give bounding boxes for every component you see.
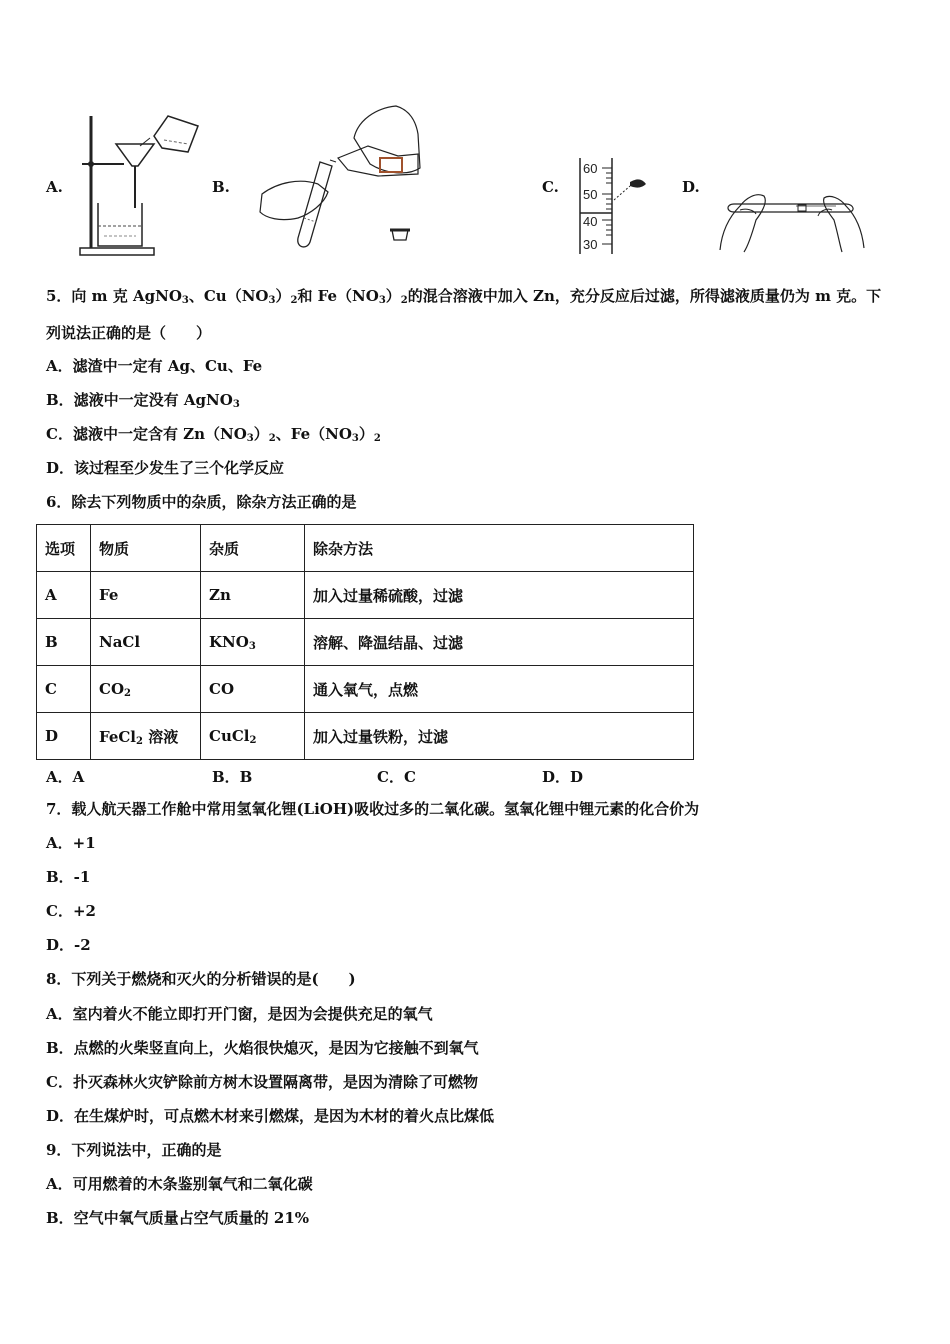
table-row <box>37 619 694 666</box>
row-option: A <box>37 572 91 619</box>
q9-option-a: A．可用燃着的木条鉴别氧气和二氧化碳 <box>46 1175 313 1193</box>
option-c-label: C. <box>542 178 559 196</box>
row-method: 通入氧气，点燃 <box>305 666 694 713</box>
q7-option-a: A．+1 <box>46 834 96 852</box>
table-row <box>37 713 694 760</box>
table-row <box>37 666 694 713</box>
q8-option-b: B．点燃的火柴竖直向上，火焰很快熄灭，是因为它接触不到氧气 <box>46 1039 479 1057</box>
cylinder-tick-40: 40 <box>583 214 598 229</box>
cylinder-tick-50: 50 <box>583 187 598 202</box>
option-d-label: D. <box>682 178 700 196</box>
q5-stem-line-1: 5．向 m 克 AgNO$_3$、$Cu(NO_3)_2$和 $Fe(NO_3)_2$的混合溶液中加入 Zn，充分反应后过滤，所得滤液质量仍为 m 克。下 <box>46 287 882 306</box>
pouring-liquid-figure <box>258 100 428 255</box>
q5-stem-line-2: 列说法正确的是（ ） <box>46 324 212 342</box>
row-method: 加入过量铁粉，过滤 <box>305 713 694 760</box>
row-substance: NaCl <box>91 619 201 666</box>
test-tube-heating-figure <box>716 186 866 256</box>
q6-answer-a: A．A <box>46 768 85 786</box>
q8-option-a: A．室内着火不能立即打开门窗，是因为会提供充足的氧气 <box>46 1005 433 1023</box>
q7-stem: 7．载人航天器工作舱中常用氢氧化锂(LiOH)吸收过多的二氧化碳。氢氧化锂中锂元素的化合价为 <box>46 800 700 818</box>
header-substance: 物质 <box>91 525 201 572</box>
row-substance: FeCl$_2$ 溶液 <box>91 713 201 760</box>
q7-option-d: D．-2 <box>46 936 91 954</box>
q5-option-a: A．滤渣中一定有 Ag、Cu、Fe <box>46 357 263 375</box>
q8-option-d: D．在生煤炉时，可点燃木材来引燃煤，是因为木材的着火点比煤低 <box>46 1107 495 1125</box>
q6-answer-c: C．C <box>377 768 416 786</box>
row-impurity: CuCl$_2$ <box>201 713 305 760</box>
row-impurity: $KNO_3$ <box>201 619 305 666</box>
table-row <box>37 572 694 619</box>
row-method: 溶解、降温结晶、过滤 <box>305 619 694 666</box>
q8-option-c: C．扑灭森林火灾铲除前方树木设置隔离带，是因为清除了可燃物 <box>46 1073 478 1091</box>
header-option: 选项 <box>37 525 91 572</box>
q7-option-c: C．+2 <box>46 902 96 920</box>
table-header-row <box>37 525 694 572</box>
header-impurity: 杂质 <box>201 525 305 572</box>
cylinder-tick-30: 30 <box>583 237 598 252</box>
cylinder-tick-60: 60 <box>583 161 598 176</box>
row-option: D <box>37 713 91 760</box>
row-impurity: CO <box>201 666 305 713</box>
filtration-apparatus-figure <box>76 108 206 260</box>
q6-stem: 6．除去下列物质中的杂质，除杂方法正确的是 <box>46 493 357 511</box>
q8-stem: 8．下列关于燃烧和灭火的分析错误的是( ) <box>46 970 356 988</box>
graduated-cylinder-figure <box>574 156 654 256</box>
row-method: 加入过量稀硫酸，过滤 <box>305 572 694 619</box>
q6-answer-d: D．D <box>542 768 584 786</box>
header-method: 除杂方法 <box>305 525 694 572</box>
row-substance: Fe <box>91 572 201 619</box>
row-option: C <box>37 666 91 713</box>
q5-option-d: D．该过程至少发生了三个化学反应 <box>46 459 285 477</box>
eye-icon <box>630 179 646 187</box>
row-impurity: Zn <box>201 572 305 619</box>
option-b-label: B. <box>212 178 230 196</box>
q9-option-b: B．空气中氧气质量占空气质量的 21% <box>46 1209 310 1227</box>
q5-option-b: B．滤液中一定没有 AgNO$_3$ <box>46 391 240 410</box>
q5-option-c: C．滤液中一定含有 $Zn(NO_3)_2$、$Fe(NO_3)_2$ <box>46 425 381 444</box>
row-option: B <box>37 619 91 666</box>
q6-table <box>36 524 694 760</box>
q9-stem: 9．下列说法中，正确的是 <box>46 1141 222 1159</box>
row-substance: $CO_2$ <box>91 666 201 713</box>
option-a-label: A. <box>46 178 63 196</box>
q7-option-b: B．-1 <box>46 868 91 886</box>
q6-answer-b: B．B <box>212 768 253 786</box>
